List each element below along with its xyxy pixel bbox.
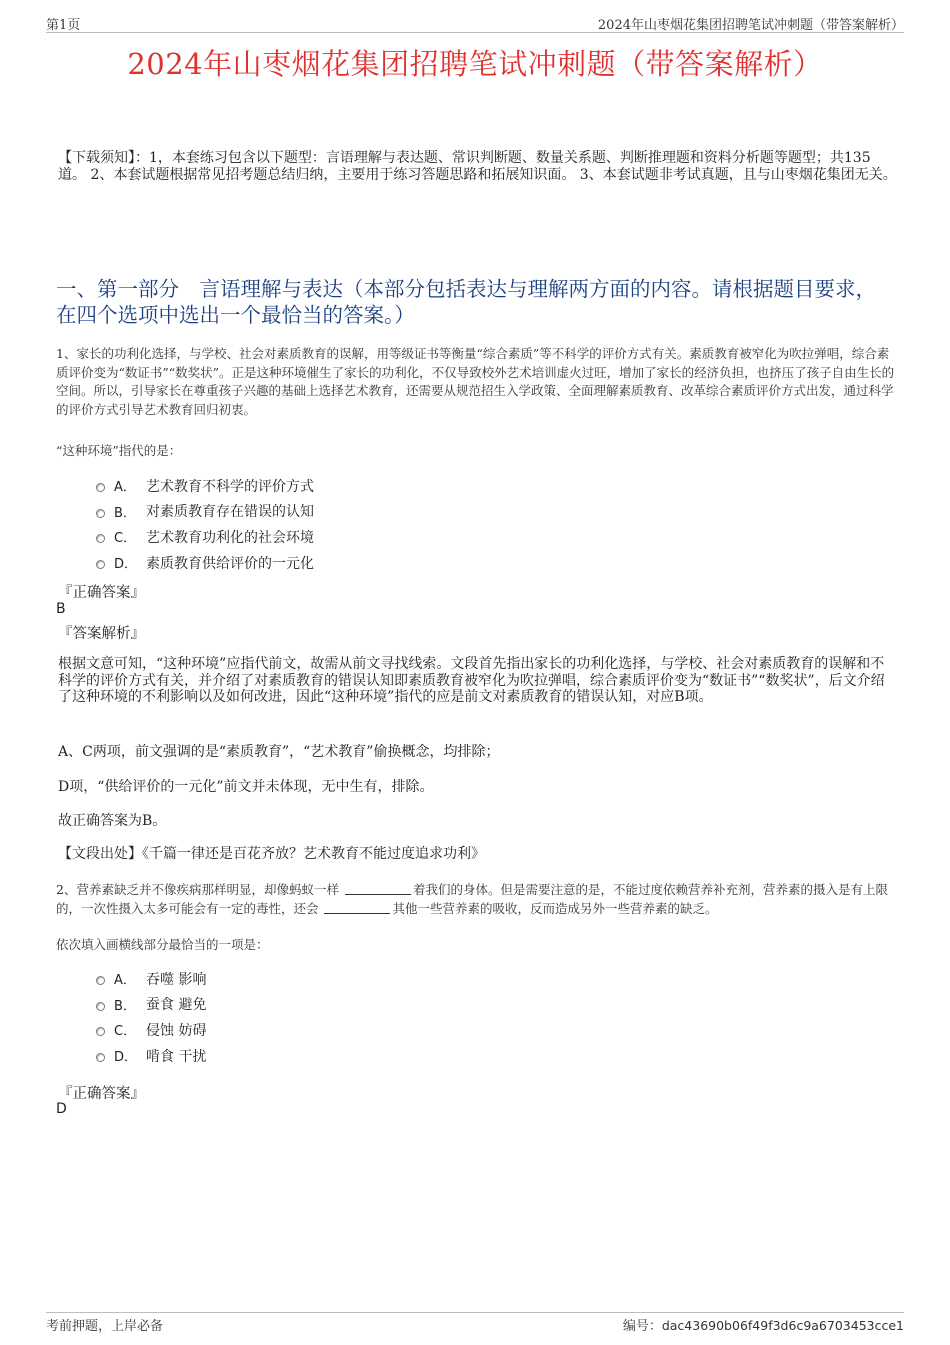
- option-d[interactable]: D． 素质教育供给评价的一元化: [96, 550, 314, 576]
- analysis-label: 『答案解析』: [58, 626, 145, 642]
- radio-icon[interactable]: [96, 483, 105, 492]
- fill-blank[interactable]: [324, 901, 390, 914]
- radio-icon[interactable]: [96, 560, 105, 569]
- page-footer: [46, 1312, 904, 1333]
- page-header: [46, 14, 904, 33]
- footer-slogan: 考前押题，上岸必备: [46, 1319, 164, 1334]
- document-title: 2024年山枣烟花集团招聘笔试冲刺题（带答案解析）: [127, 47, 823, 81]
- analysis-paragraph: A、C两项，前文强调的是“素质教育”，“艺术教育”偷换概念，均排除；: [58, 744, 500, 760]
- analysis-paragraph: D项，“供给评价的一元化”前文并未体现，无中生有，排除。: [58, 779, 434, 795]
- analysis-paragraph: 根据文意可知，“这种环境”应指代前文，故需从前文寻找线索。文段首先指出家长的功利化选择，与学校、社会对素质教育的误解和不科学的评价方式有关，并介绍了对素质教育的错误认知即素质教育被窄化为吹拉弹唱，综合素质评价变为“数证书”“数奖状”，后文介绍了这种环境的不利影响以及如何改进，因此“这种环境”指代的应是前文对素质教育的错误认知，对应B项。: [58, 656, 885, 705]
- question-2-options: [96, 966, 206, 1068]
- option-d[interactable]: D． 啃食 干扰: [96, 1043, 206, 1069]
- radio-icon[interactable]: [96, 509, 105, 518]
- radio-icon[interactable]: [96, 1027, 105, 1036]
- header-doc-title: 2024年山枣烟花集团招聘笔试冲刺题（带答案解析）: [597, 18, 904, 33]
- page-number: 第1页: [46, 18, 81, 33]
- fill-blank[interactable]: [345, 882, 411, 895]
- download-notice: 【下载须知】：1，本套练习包含以下题型：言语理解与表达题、常识判断题、数量关系题、判断推理题和资料分析题等题型；共135道。 2、本套试题根据常见招考题总结归纳，主要用于练习答题思路和拓展知识面。 3、本套试题非考试真题，且与山枣烟花集团无关。: [58, 150, 897, 183]
- option-b[interactable]: B． 蚕食 避免: [96, 992, 206, 1018]
- option-b[interactable]: B． 对素质教育存在错误的认知: [96, 499, 314, 525]
- question-1-prompt: “这种环境”指代的是：: [56, 443, 182, 458]
- question-1-text: 1、家长的功利化选择，与学校、社会对素质教育的误解，用等级证书等衡量“综合素质”等不科学的评价方式有关。素质教育被窄化为吹拉弹唱，综合素质评价变为“数证书”“数奖状”。正是这种环境催生了家长的功利化，不仅导致校外艺术培训虚火过旺，增加了家长的经济负担，也挤压了孩子自由生长的空间。所以，引导家长在尊重孩子兴趣的基础上选择艺术教育，还需要从规范招生入学政策、全面理解素质教育、改革综合素质评价方式出发，通过科学的评价方式引导艺术教育回归初衷。: [56, 346, 895, 417]
- radio-icon[interactable]: [96, 1053, 105, 1062]
- option-c[interactable]: C． 艺术教育功利化的社会环境: [96, 524, 314, 550]
- question-2-prompt: 依次填入画横线部分最恰当的一项是：: [56, 937, 269, 952]
- analysis-conclusion: 故正确答案为B。: [58, 813, 167, 829]
- section-heading: 一、第一部分 言语理解与表达（本部分包括表达与理解两方面的内容。请根据题目要求，在四个选项中选出一个最恰当的答案。）: [56, 277, 876, 327]
- question-2-text: 2、营养素缺乏并不像疾病那样明显，却像蚂蚁一样 着我们的身体。但是需要注意的是，不能过度依赖营养补充剂，营养素的摄入是有上限的，一次性摄入太多可能会有一定的毒性，还会 其他一些营养素的吸收，反而造成另外一些营养素的缺乏。: [56, 882, 888, 916]
- radio-icon[interactable]: [96, 534, 105, 543]
- document-code: 编号：dac43690b06f49f3d6c9a6703453cce1: [622, 1318, 904, 1334]
- radio-icon[interactable]: [96, 1002, 105, 1011]
- correct-answer: D: [56, 1101, 67, 1117]
- question-1-options: [96, 473, 314, 575]
- radio-icon[interactable]: [96, 976, 105, 985]
- source-citation: 【文段出处】《千篇一律还是百花齐放？艺术教育不能过度追求功利》: [58, 846, 485, 862]
- answer-label: 『正确答案』: [58, 1086, 145, 1102]
- correct-answer: B: [56, 601, 66, 617]
- option-c[interactable]: C． 侵蚀 妨碍: [96, 1017, 206, 1043]
- answer-label: 『正确答案』: [58, 585, 145, 601]
- option-a[interactable]: A． 艺术教育不科学的评价方式: [96, 473, 314, 499]
- option-a[interactable]: A． 吞噬 影响: [96, 966, 206, 992]
